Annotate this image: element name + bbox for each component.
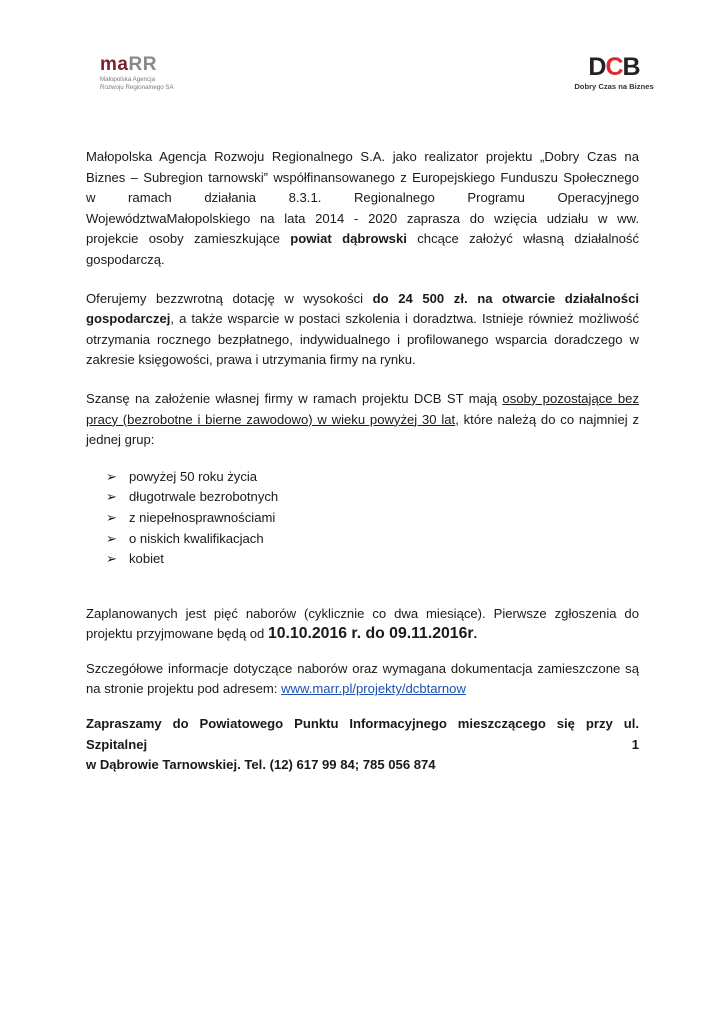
arrow-bullet-icon: ➢: [106, 468, 117, 484]
intro-line-5: [86, 229, 639, 250]
intro-line-3: w ramach działania 8.3.1. Regionalnego Programu Operacyjnego: [86, 190, 639, 206]
grant-text: , a także wsparcie w postaci szkolenia i doradztwa. Istnieje również możliwość otrzymania rocznego bezpłatnego, indywidualnego i profilowanego wsparcia doradczego w zakresie księgowości, prawa i utrzymania firmy na rynku.: [86, 311, 639, 368]
list-item: ➢ kobiet: [86, 549, 639, 570]
arrow-bullet-icon: ➢: [106, 489, 117, 505]
list-item: ➢ z niepełnosprawnościami: [86, 508, 639, 529]
dcb-logo-wordmark: [570, 55, 658, 79]
intro-line-2: Biznes – Subregion tarnowski” współfinansowanego z Europejskiego Funduszu Społecznego: [86, 169, 639, 185]
grant-paragraph: [86, 289, 639, 371]
marr-logo-line1: Małopolska Agencja: [100, 76, 156, 83]
contact-line-1: Zapraszamy do Powiatowego Punktu Informacyjnego mieszczącego się przy ul. Szpitalnej 1: [86, 716, 639, 752]
dcb-logo-tagline: Dobry Czas na Biznes: [574, 82, 654, 91]
marr-logo-wordmark: [100, 55, 220, 74]
eligibility-text: Szansę na założenie własnej firmy w ramach projektu DCB ST mają: [86, 390, 503, 406]
marr-logo: [100, 55, 220, 95]
recruitment-text: Zaplanowanych jest pięć naborów (cyklicznie co dwa miesiące). Pierwsze zgłoszenia do projektu przyjmowane będą od: [86, 605, 639, 642]
marr-logo-ma: ma: [100, 54, 129, 75]
intro-text: chcące założyć własną działalność: [406, 231, 640, 247]
recruitment-dates: 10.10.2016 r. do 09.11.2016r: [267, 625, 474, 643]
grant-text: Oferujemy bezzwrotną dotację w wysokości: [86, 290, 373, 306]
intro-paragraph: [86, 147, 639, 271]
marr-logo-rr: RR: [128, 54, 157, 75]
marr-logo-subtitle: [100, 76, 220, 91]
dcb-logo-c: C: [605, 53, 623, 81]
dcb-logo-d: D: [588, 53, 606, 81]
eligibility-text: , które należą do co najmniej z jednej grup:: [86, 411, 639, 448]
recruitment-paragraph: Zaplanowanych jest pięć naborów (cyklicznie co dwa miesiące). Pierwsze zgłoszenia do projektu przyjmowane będą od 10.10.2016 r. do 09.11.2016r.: [86, 605, 639, 643]
info-text: Szczegółowe informacje dotyczące naborów oraz wymagana dokumentacja zamieszczone są na stronie projektu pod adresem:: [86, 660, 639, 697]
contact-line-2: w Dąbrowie Tarnowskiej. Tel. (12) 617 99 84; 785 056 874: [86, 757, 436, 773]
intro-line-6: gospodarczą.: [86, 251, 165, 267]
intro-text: projekcie osoby zamieszkujące: [86, 231, 291, 247]
info-paragraph: [86, 659, 639, 700]
intro-line-1: Małopolska Agencja Rozwoju Regionalnego S.A. jako realizator projektu „Dobry Czas na: [86, 149, 639, 164]
arrow-bullet-icon: ➢: [106, 530, 117, 546]
list-item: ➢ o niskich kwalifikacjach: [86, 529, 639, 550]
eligibility-underlined: osoby pozostające bez pracy (bezrobotne i bierne zawodowo) w wieku powyżej 30 lat: [86, 390, 639, 427]
marr-logo-line2: Rozwoju Regionalnego SA: [100, 83, 174, 91]
arrow-bullet-icon: ➢: [106, 509, 117, 525]
grant-amount: do 24 500 zł. na otwarcie działalności gospodarczej: [86, 290, 639, 327]
document-body: [86, 147, 639, 776]
project-website-link[interactable]: www.marr.pl/projekty/dcbtarnow: [281, 681, 466, 697]
eligibility-list: [86, 467, 639, 570]
intro-line-4: WojewództwaMałopolskiego na lata 2014 - 2020 zaprasza do wzięcia udziału w ww.: [86, 210, 639, 226]
contact-paragraph: [86, 714, 639, 776]
eligibility-paragraph: [86, 389, 639, 451]
arrow-bullet-icon: ➢: [106, 551, 117, 567]
intro-bold-district: powiat dąbrowski: [290, 231, 407, 247]
list-item: ➢ długotrwale bezrobotnych: [86, 487, 639, 508]
dcb-logo-b: B: [622, 53, 640, 81]
list-item: ➢ powyżej 50 roku życia: [86, 467, 639, 488]
dcb-logo: [570, 55, 658, 95]
